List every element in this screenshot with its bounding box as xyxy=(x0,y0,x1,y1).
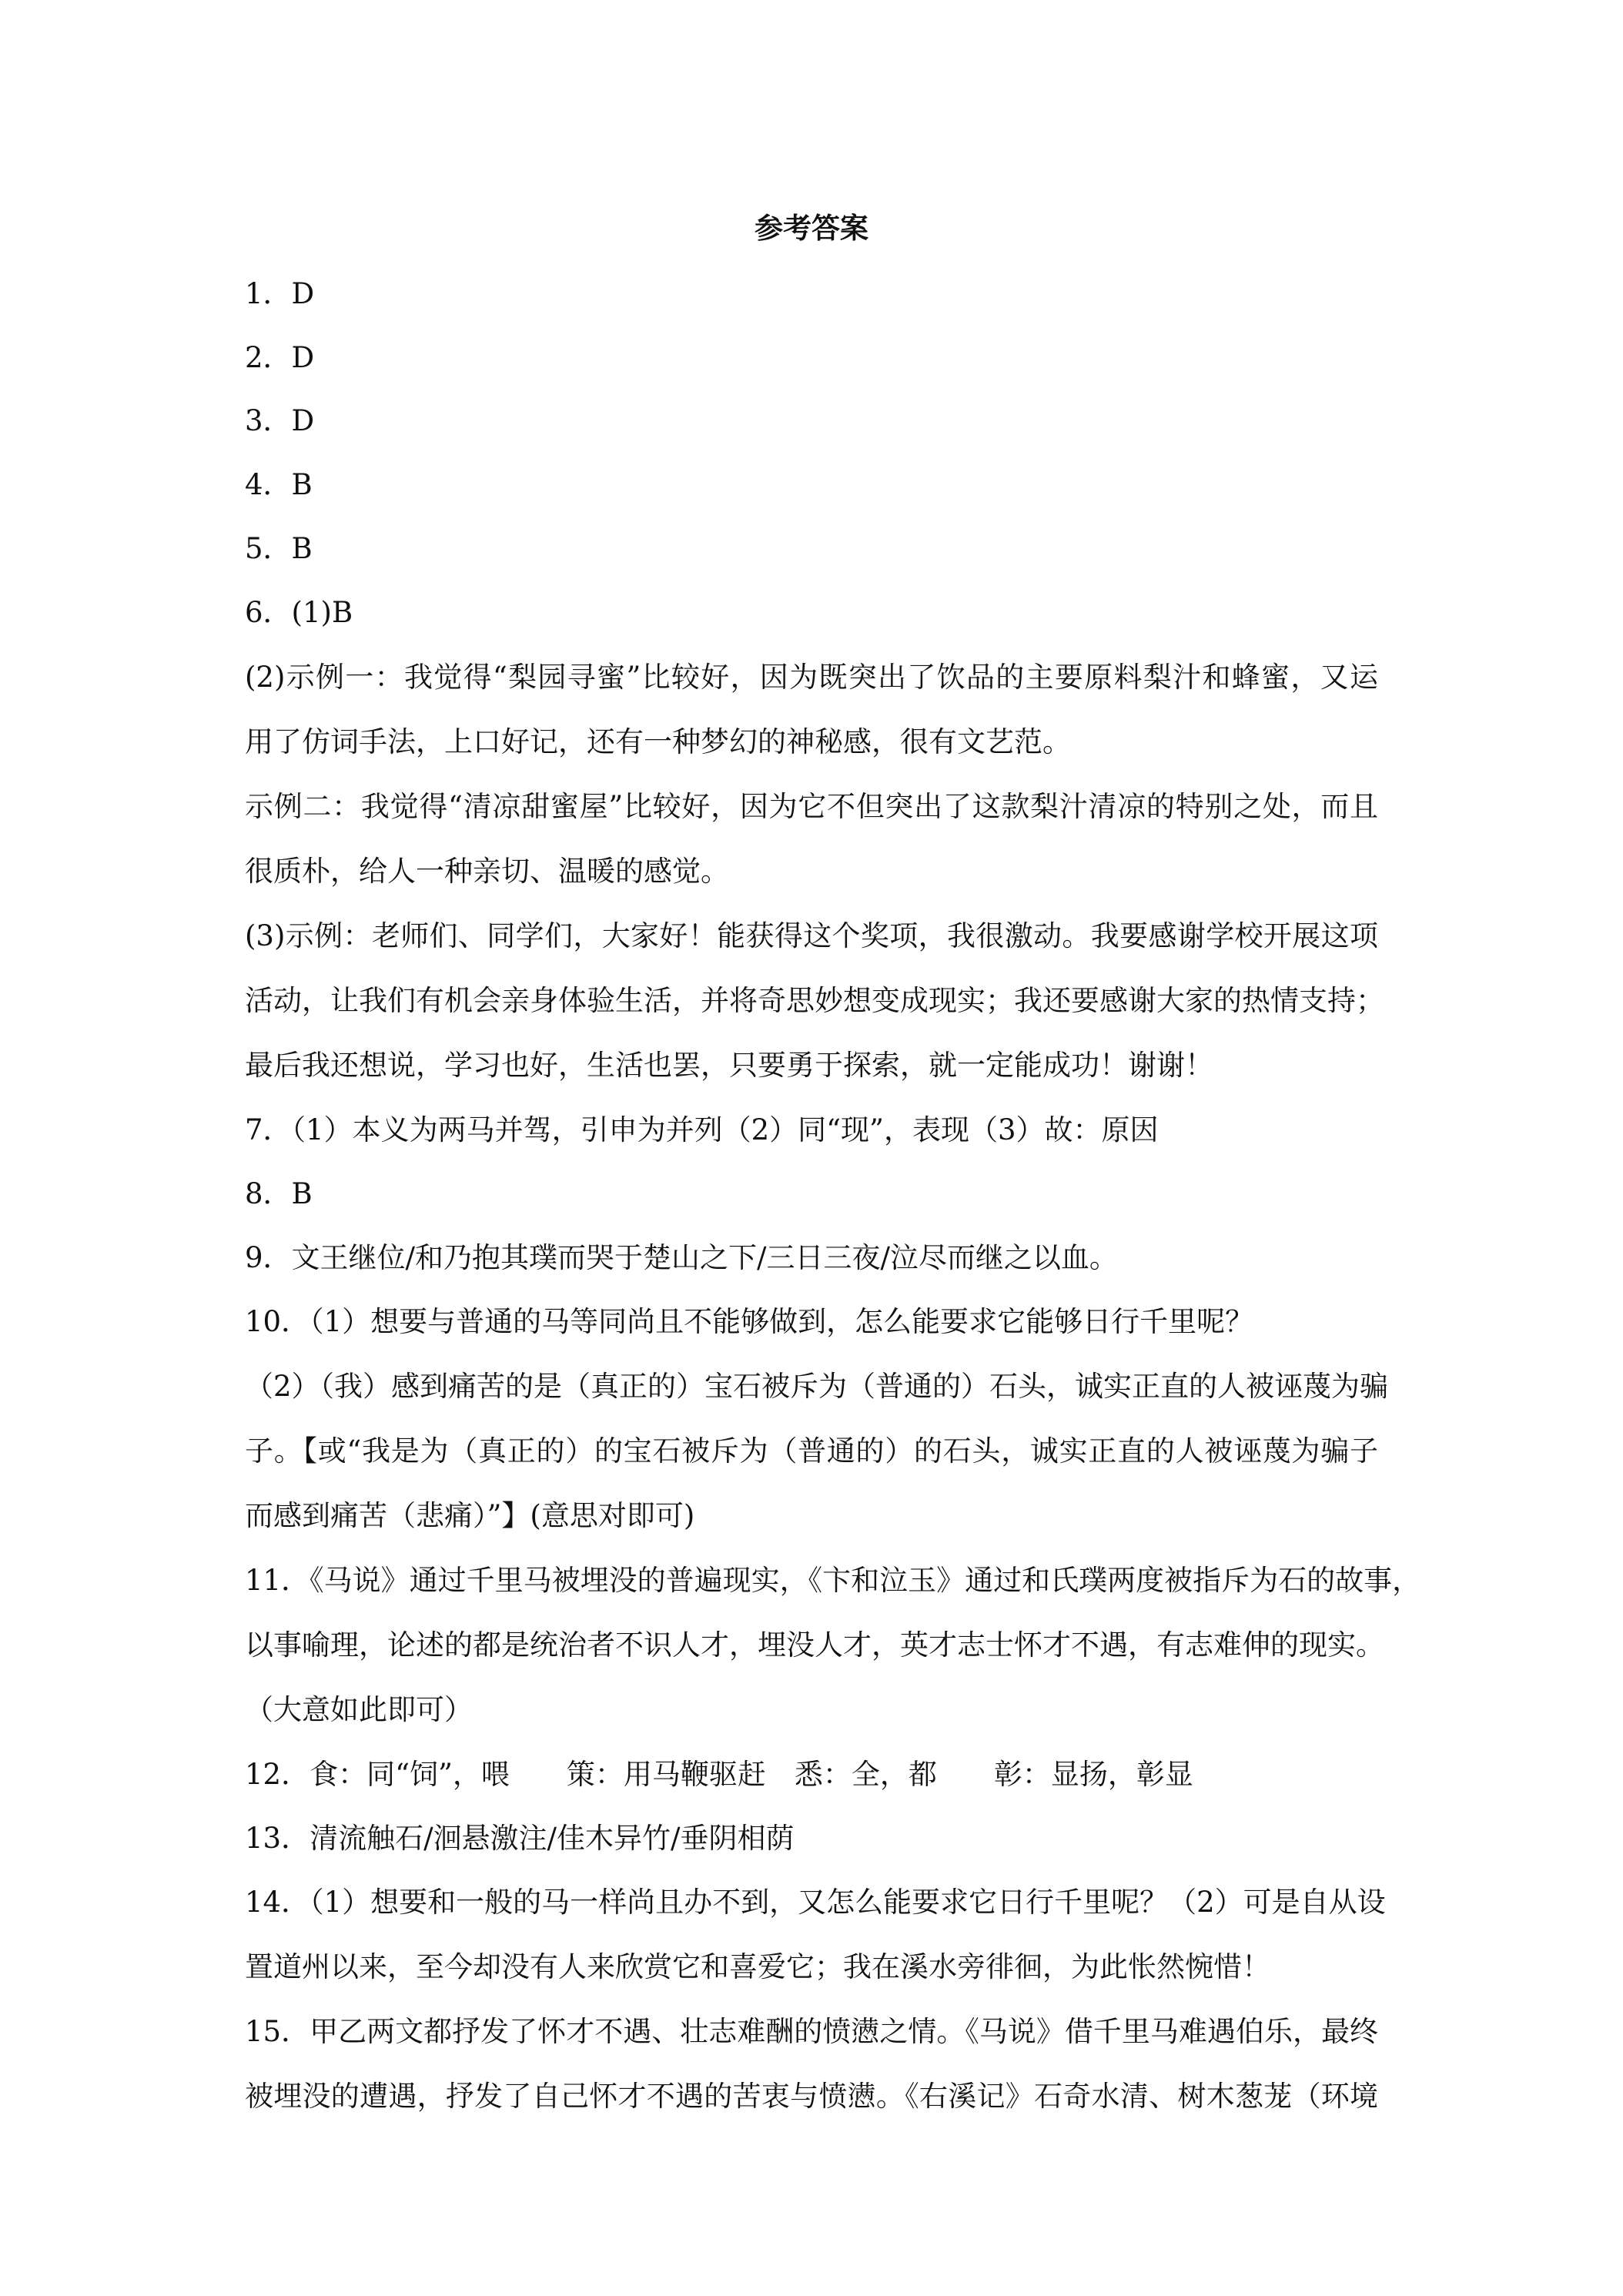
answer-line-14a: 14．（1）想要和一般的马一样尚且办不到，又怎么能要求它日行千里呢？（2）可是自从设 xyxy=(245,1886,1386,1919)
answer-line-13: 13．清流触石/洄悬激注/佳木异竹/垂阴相荫 xyxy=(245,1822,795,1855)
answer-line-6-2d: 很质朴，给人一种亲切、温暖的感觉。 xyxy=(245,855,729,888)
answer-line-14b: 置道州以来，至今却没有人来欣赏它和喜爱它；我在溪水旁徘徊，为此怅然惋惜！ xyxy=(245,1950,1270,1983)
answer-line-15a: 15．甲乙两文都抒发了怀才不遇、壮志难酬的愤懑之情。《马说》借千里马难遇伯乐，最终 xyxy=(245,2015,1378,2048)
answer-line-7: 7．（1）本义为两马并驾，引申为并列（2）同“现”，表现（3）故：原因 xyxy=(245,1113,1159,1146)
answer-line-5: 5．B xyxy=(245,532,313,565)
answer-line-10-1: 10．（1）想要与普通的马等同尚且不能够做到，怎么能要求它能够日行千里呢？ xyxy=(245,1305,1254,1338)
answer-line-15b: 被埋没的遭遇，抒发了自己怀才不遇的苦衷与愤懑。《右溪记》石奇水清、树木葱茏（环境 xyxy=(245,2080,1378,2113)
page-title: 参考答案 xyxy=(755,212,868,245)
answer-line-6-3a: (3)示例：老师们、同学们，大家好！能获得这个奖项，我很激动。我要感谢学校开展这项 xyxy=(245,919,1378,952)
answer-line-3: 3．D xyxy=(245,404,315,437)
answer-line-12: 12．食：同“饲”，喂 策：用马鞭驱赶 悉：全，都 彰：显扬，彰显 xyxy=(245,1758,1193,1791)
answer-line-10-2c: 而感到痛苦（悲痛）”】(意思对即可) xyxy=(245,1499,695,1532)
answer-line-4: 4．B xyxy=(245,468,313,501)
answer-line-2: 2．D xyxy=(245,341,315,374)
answer-line-11b: 以事喻理，论述的都是统治者不识人才，埋没人才，英才志士怀才不遇，有志难伸的现实。 xyxy=(245,1628,1384,1662)
answer-line-6-2b: 用了仿词手法，上口好记，还有一种梦幻的神秘感，很有文艺范。 xyxy=(245,725,1071,758)
answer-line-6-3b: 活动，让我们有机会亲身体验生活，并将奇思妙想变成现实；我还要感谢大家的热情支持； xyxy=(245,984,1384,1017)
answer-line-6-2c: 示例二：我觉得“清凉甜蜜屋”比较好，因为它不但突出了这款梨汁清凉的特别之处，而且 xyxy=(245,790,1378,823)
answer-line-10-2a: （2）（我）感到痛苦的是（真正的）宝石被斥为（普通的）石头，诚实正直的人被诬蔑为骗 xyxy=(245,1370,1389,1403)
answer-line-8: 8．B xyxy=(245,1177,313,1210)
answer-line-6-2a: (2)示例一：我觉得“梨园寻蜜”比较好，因为既突出了饮品的主要原料梨汁和蜂蜜，又运 xyxy=(245,661,1378,694)
answer-line-10-2b: 子。【或“我是为（真正的）的宝石被斥为（普通的）的石头，诚实正直的人被诬蔑为骗子 xyxy=(245,1434,1378,1468)
answer-line-9: 9．文王继位/和乃抱其璞而哭于楚山之下/三日三夜/泣尽而继之以血。 xyxy=(245,1241,1118,1274)
answer-line-1: 1．D xyxy=(245,277,315,310)
answer-line-11c: （大意如此即可） xyxy=(245,1693,473,1726)
answer-line-6-1: 6．(1)B xyxy=(245,596,353,629)
answer-line-11a: 11．《马说》通过千里马被埋没的普遍现实，《卞和泣玉》通过和氏璞两度被指斥为石的故事， xyxy=(245,1564,1421,1597)
answer-line-6-3c: 最后我还想说，学习也好，生活也罢，只要勇于探索，就一定能成功！谢谢！ xyxy=(245,1049,1213,1082)
